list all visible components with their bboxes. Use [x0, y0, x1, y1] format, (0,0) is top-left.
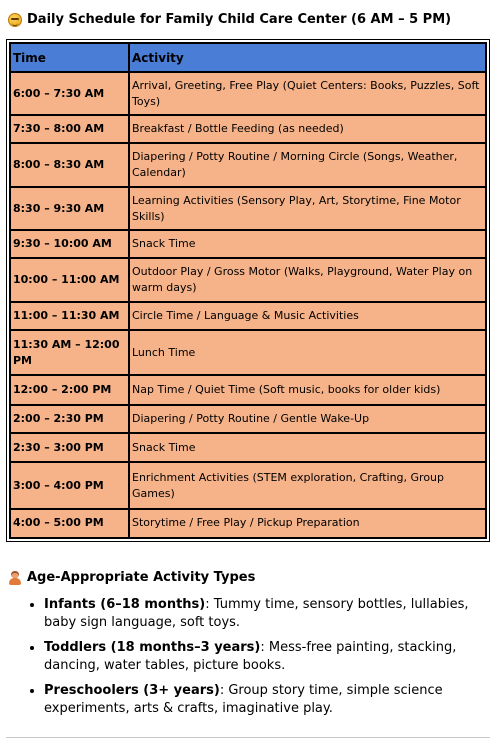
activity-types-heading: [8, 570, 255, 585]
age-group-label: Toddlers (18 months–3 years): [44, 640, 261, 655]
header-activity: Activity: [129, 43, 486, 72]
age-group-text: : Group story time, simple science experiments, arts & crafts, imaginative play.: [44, 683, 443, 716]
list-item: [44, 682, 484, 718]
table-row: [10, 302, 486, 330]
activity-types-title: Age-Appropriate Activity Types: [27, 570, 256, 585]
time-cell: 11:00 – 11:30 AM: [10, 302, 129, 330]
list-item: [44, 596, 484, 632]
table-row: [10, 258, 486, 301]
table-header-row: [10, 43, 486, 72]
time-cell: 3:00 – 4:00 PM: [10, 462, 129, 509]
activity-cell: Outdoor Play / Gross Motor (Walks, Playground, Water Play on warm days): [129, 258, 486, 301]
table-row: [10, 405, 486, 433]
table-row: [10, 433, 486, 462]
table-row: [10, 330, 486, 376]
header-time: Time: [10, 43, 129, 72]
time-cell: 8:00 – 8:30 AM: [10, 143, 129, 186]
time-cell: 9:30 – 10:00 AM: [10, 230, 129, 258]
table-row: [10, 375, 486, 405]
time-cell: 2:00 – 2:30 PM: [10, 405, 129, 433]
bottom-divider: [6, 737, 490, 738]
table-row: [10, 509, 486, 538]
activity-cell: Arrival, Greeting, Free Play (Quiet Centers: Books, Puzzles, Soft Toys): [129, 72, 486, 115]
activity-cell: Lunch Time: [129, 330, 486, 376]
activity-cell: Breakfast / Bottle Feeding (as needed): [129, 115, 486, 143]
page-title-text: Daily Schedule for Family Child Care Center (6 AM – 5 PM): [27, 12, 452, 27]
age-group-text: : Tummy time, sensory bottles, lullabies, baby sign language, soft toys.: [44, 597, 469, 630]
age-group-label: Infants (6–18 months): [44, 597, 206, 612]
smile-icon: [8, 13, 22, 27]
time-cell: 11:30 AM – 12:00 PM: [10, 330, 129, 376]
activity-cell: Enrichment Activities (STEM exploration, Crafting, Group Games): [129, 462, 486, 509]
activity-cell: Nap Time / Quiet Time (Soft music, books for older kids): [129, 375, 486, 405]
table-row: [10, 187, 486, 230]
table-row: [10, 230, 486, 258]
kids-icon: [8, 571, 22, 585]
time-cell: 8:30 – 9:30 AM: [10, 187, 129, 230]
table-row: [10, 143, 486, 186]
age-group-label: Preschoolers (3+ years): [44, 683, 220, 698]
table-row: [10, 462, 486, 509]
activity-cell: Snack Time: [129, 230, 486, 258]
time-cell: 2:30 – 3:00 PM: [10, 433, 129, 462]
activity-cell: Learning Activities (Sensory Play, Art, Storytime, Fine Motor Skills): [129, 187, 486, 230]
list-item: [44, 639, 484, 675]
activity-cell: Diapering / Potty Routine / Morning Circle (Songs, Weather, Calendar): [129, 143, 486, 186]
activity-cell: Circle Time / Language & Music Activities: [129, 302, 486, 330]
schedule-table-container: [6, 39, 490, 542]
table-row: [10, 115, 486, 143]
time-cell: 7:30 – 8:00 AM: [10, 115, 129, 143]
page-title: [8, 12, 451, 27]
time-cell: 10:00 – 11:00 AM: [10, 258, 129, 301]
time-cell: 4:00 – 5:00 PM: [10, 509, 129, 538]
activity-cell: Diapering / Potty Routine / Gentle Wake-Up: [129, 405, 486, 433]
table-row: [10, 72, 486, 115]
time-cell: 6:00 – 7:30 AM: [10, 72, 129, 115]
age-group-text: : Mess-free painting, stacking, dancing, water tables, picture books.: [44, 640, 457, 673]
activity-cell: Snack Time: [129, 433, 486, 462]
activity-cell: Storytime / Free Play / Pickup Preparation: [129, 509, 486, 538]
schedule-table: [9, 42, 487, 539]
activity-types-list: [22, 596, 484, 725]
time-cell: 12:00 – 2:00 PM: [10, 375, 129, 405]
